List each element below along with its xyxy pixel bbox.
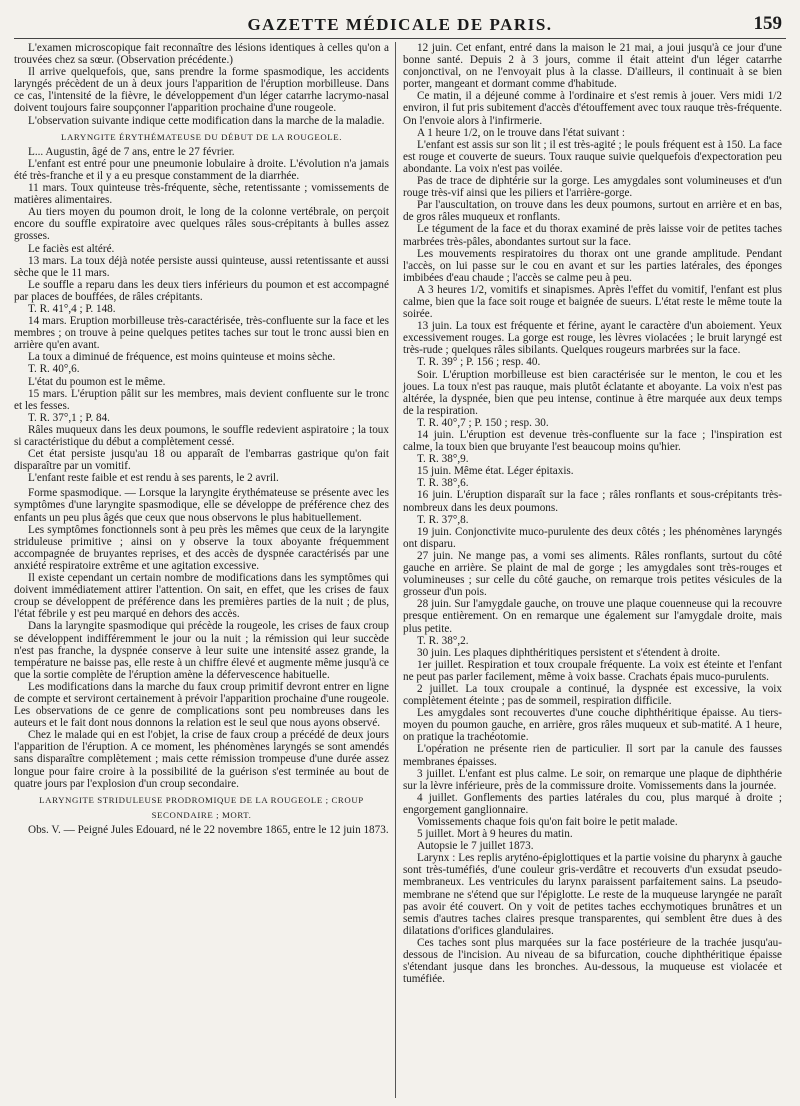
paragraph: L'enfant est entré pour une pneumonie lobulaire à droite. L'évolution n'a jamais été très-franche et il y a eu presque constamment de la diarrhée. — [14, 157, 389, 182]
paragraph: T. R. 39° ; P. 156 ; resp. 40. — [417, 356, 541, 369]
paragraph: T. R. 38°,2. — [417, 634, 469, 647]
paragraph: Larynx : Les replis aryténo-épiglottiques et la partie voisine du pharynx à gauche sont très-tuméfiés, d'une couleur gris-verdâtre et recouverts d'un exsudat pseudo-membraneux. Les ventricules du larynx paraissent parfaitement sains. La pseudo-membrane ne s'étend que sur l'épiglotte. Le reste de la muqueuse laryngée ne paraît pas avoir été couvert. On y voit de petites taches ecchymotiques brunâtres et un semis d'autres taches claires presque transparentes, qui semblent être dues à des dilatations d'orifices glandulaires. — [403, 852, 782, 937]
paragraph: Le souffle a reparu dans les deux tiers inférieurs du poumon et est accompagné par places de bouffées, de râles crépitants. — [14, 278, 389, 303]
paragraph: Râles muqueux dans les deux poumons, le souffle redevient aspiratoire ; la toux si caractéristique du début a complètement cessé. — [14, 423, 389, 448]
paragraph: Obs. V. — Peigné Jules Edouard, né le 22 novembre 1865, entre le 12 juin 1873. — [28, 823, 389, 836]
paragraph: L'état du poumon est le même. — [28, 375, 166, 388]
paragraph: 13 mars. La toux déjà notée persiste aussi quinteuse, aussi retentissante et aussi sèche que le 11 mars. — [14, 254, 389, 279]
column-divider — [395, 42, 396, 1098]
paragraph: Pas de trace de diphtérie sur la gorge. Les amygdales sont volumineuses et d'un rouge très-vif ainsi que les piliers et l'arrière-gorge. — [403, 175, 782, 200]
paragraph: 2 juillet. La toux croupale a continué, la dyspnée est excessive, la voix complètement éteinte ; pas de sommeil, respiration difficile. — [403, 682, 782, 708]
paragraph: Les mouvements respiratoires du thorax ont une grande amplitude. Pendant l'accès, on lui passe sur le cou en avant et sur les parties latérales, des éponges imbibées d'eau chaude ; l'accès se calme peu à peu. — [403, 247, 782, 284]
paragraph: Dans la laryngite spasmodique qui précède la rougeole, les crises de faux croup se développent indifféremment le jour ou la nuit ; la rémission qui leur succède n'est pas franche, la dyspnée conserve à leur suite une intensité assez grande, la température ne baisse pas, elle reste à un chiffre élevé et augmente même jusqu'à ce que la sortie complète de l'éruption amène la défervescence habituelle. — [14, 620, 389, 681]
left-column — [14, 42, 389, 836]
paragraph: T. R. 38°,6. — [417, 477, 469, 490]
paragraph: Le faciès est altéré. — [28, 242, 115, 255]
paragraph: Les modifications dans la marche du faux croup primitif devront entrer en ligne de compte et serviront certainement à prévoir l'apparition prochaine d'une rougeole. Les observations de ce genre de complications sont peu nombreuses dans les auteurs et le fait dont nous donnons la relation est le seul que nous ayons observé. — [14, 680, 389, 730]
paragraph: Il arrive quelquefois, que, sans prendre la forme spasmodique, les accidents laryngés précèdent de un à deux jours l'apparition de l'éruption morbilleuse. Dans ce cas, l'intensité de la fièvre, le développement d'un léger catarrhe lacrymo-nasal doivent toujours faire soupçonner l'apparition prochaine d'une rougeole. — [14, 66, 389, 115]
paragraph: L'observation suivante indique cette modification dans la marche de la maladie. — [28, 114, 385, 127]
section-heading-continued: SECONDAIRE ; MORT. — [151, 809, 252, 820]
section-heading: LARYNGITE STRIDULEUSE PRODROMIQUE DE LA ROUGEOLE ; CROUP — [39, 794, 364, 805]
paragraph: L'examen microscopique fait reconnaître des lésions identiques à celles qu'on a trouvées chez sa sœur. (Observation précédente.) — [14, 42, 389, 67]
paragraph: Vomissements chaque fois qu'on fait boire le petit malade. — [417, 816, 678, 828]
paragraph: 14 mars. Eruption morbilleuse très-caractérisée, très-confluente sur la face et les membres ; on trouve à peine quelques petites taches sur tout le tronc aussi bien en arrière qu'en avant. — [14, 315, 389, 352]
section-heading: LARYNGITE ÉRYTHÉMATEUSE DU DÉBUT DE LA ROUGEOLE. — [60, 131, 343, 142]
paragraph: Ce matin, il a déjeuné comme à l'ordinaire et s'est remis à jouer. Vers midi 1/2 environ, il fut pris subitement d'accès d'étouffement avec toux rauque très-fréquente. On l'envoie alors à l'infirmerie. — [403, 90, 782, 127]
paragraph: 4 juillet. Gonflements des parties latérales du cou, plus marqué à droite ; engorgement ganglionnaire. — [403, 791, 782, 816]
paragraph: 13 juin. La toux est fréquente et férine, ayant le caractère d'un aboiement. Yeux excessivement rouges. La gorge est rouge, les lèvres violacées ; le bruit laryngé est très-rude ; quelques râles sibilants. Quelques rougeurs marbrées sur la face. — [403, 320, 782, 357]
paragraph: 12 juin. Cet enfant, entré dans la maison le 21 mai, a joui jusqu'à ce jour d'une bonne santé. Depuis 2 à 3 jours, comme il était atteint d'un léger catarrhe conjonctival, on ne l'envoyait plus à la classe. D'ailleurs, il continuait à se bien porter, mangeant et dormant comme d'habitude. — [403, 42, 782, 91]
page-header — [14, 12, 786, 39]
journal-title: GAZETTE MÉDICALE DE PARIS. — [247, 15, 553, 34]
paragraph: L'enfant est assis sur son lit ; il est très-agité ; le pouls fréquent est à 150. La face est rouge et couverte de sueurs. Toux rauque suivie quelquefois d'expectoration peu abondante. La voix n'est pas voilée. — [403, 138, 782, 175]
paragraph: 30 juin. Les plaques diphthéritiques persistent et s'étendent à droite. — [417, 646, 721, 659]
paragraph: 16 juin. L'éruption disparaît sur la face ; râles ronflants et sous-crépitants très-nombreux dans les deux poumons. — [403, 489, 782, 514]
paragraph: A 1 heure 1/2, on le trouve dans l'état suivant : — [417, 126, 626, 139]
paragraph: A 3 heures 1/2, vomitifs et sinapismes. Après l'effet du vomitif, l'enfant est plus calme, bien que la face soit rouge et baignée de sueurs. L'état reste le même toute la soirée. — [403, 283, 782, 321]
paragraph: 15 juin. Même état. Léger épitaxis. — [417, 465, 574, 478]
paragraph: 15 mars. L'éruption pâlit sur les membres, mais devient confluente sur le tronc et les fesses. — [14, 387, 389, 412]
paragraph: T. R. 37°,1 ; P. 84. — [28, 411, 110, 424]
paragraph: Ces taches sont plus marquées sur la face postérieure de la trachée jusqu'au-dessous de l'incision. Au niveau de sa bifurcation, couche diphthéritique épaisse s'étendant jusque dans les bronches. Au-dessous, la muqueuse est violacée et tuméfiée. — [403, 936, 782, 986]
paragraph: Cet état persiste jusqu'au 18 ou apparaît de l'embarras gastrique qu'on fait disparaître par un vomitif. — [14, 448, 389, 473]
paragraph: 28 juin. Sur l'amygdale gauche, on trouve une plaque couenneuse qui la recouvre presque entièrement. On en remarque une également sur l'amygdale droite, mais plus petite. — [403, 598, 782, 635]
paragraph: Forme spasmodique. — Lorsque la laryngite érythémateuse se présente avec les symptômes d'une laryngite spasmodique, elle se développe de préférence chez des enfants un peu plus âgés que ceux que nous observons le plus habituellement. — [14, 487, 389, 524]
paragraph: Au tiers moyen du poumon droit, le long de la colonne vertébrale, on perçoit encore du souffle expiratoire avec quelques râles sous-crépitants à bulles assez grosses. — [14, 206, 389, 243]
paragraph: L'opération ne présente rien de particulier. Il sort par la canule des fausses membranes épaisses. — [403, 743, 782, 768]
paragraph: 27 juin. Ne mange pas, a vomi ses aliments. Râles ronflants, surtout du côté gauche en arrière. Se plaint de mal de gorge ; les amygdales sont très-rouges et volumineuses ; sur celle du côté gauche, on remarque trois petites vésicules de la grosseur d'un pois. — [403, 549, 782, 599]
paragraph: Le tégument de la face et du thorax examiné de près laisse voir de petites taches marbrées très-pâles, abondantes surtout sur la face. — [403, 223, 782, 248]
paragraph: Par l'auscultation, on trouve dans les deux poumons, surtout en arrière et en bas, de gros râles muqueux et ronflants. — [403, 199, 782, 224]
paragraph: Soir. L'éruption morbilleuse est bien caractérisée sur le menton, le cou et les joues. La toux n'est pas rauque, mais plutôt éclatante et aboyante. La voix n'est pas altérée, la dyspnée, bien que peu intense, continue à être marquée aux deux temps de la respiration. — [403, 368, 782, 417]
paragraph: T. R. 41°,4 ; P. 148. — [28, 302, 116, 315]
paragraph: T. R. 40°,6. — [28, 363, 80, 376]
paragraph: T. R. 37°,8. — [417, 513, 469, 526]
paragraph: Chez le malade qui en est l'objet, la crise de faux croup a précédé de deux jours l'apparition de l'éruption. A ce moment, les phénomènes laryngés se sont amendés sans disparaître complètement ; mais cette rémission trompeuse d'une durée assez longue pour faire croire à la possibilité de la guérison s'est terminée au bout de quatre jours par l'explosion d'un croup secondaire. — [14, 729, 389, 790]
paragraph: Les symptômes fonctionnels sont à peu près les mêmes que ceux de la laryngite striduleuse primitive ; ainsi on y observe la toux aboyante fréquemment accompagnée de bruyantes reprises, et des accès de dyspnée caractérisés par une anxiété respiratoire extrême et une agitation excessive. — [14, 523, 389, 572]
paragraph: Il existe cependant un certain nombre de modifications dans les symptômes qui doivent immédiatement attirer l'attention. On sait, en effet, que les crises de faux croup se développent de préférence dans les premières parties de la nuit ; de plus, l'état fébrile y est peu marqué en dehors des accès. — [14, 572, 389, 621]
paragraph: 14 juin. L'éruption est devenue très-confluente sur la face ; l'inspiration est calme, la toux bien que bruyante l'est beaucoup moins qu'hier. — [403, 429, 782, 454]
paragraph: 19 juin. Conjonctivite muco-purulente des deux côtés ; les phénomènes laryngés ont disparu. — [403, 525, 782, 550]
paragraph: La toux a diminué de fréquence, est moins quinteuse et moins sèche. — [28, 351, 336, 364]
paragraph: T. R. 40°,7 ; P. 150 ; resp. 30. — [417, 416, 549, 429]
paragraph: 3 juillet. L'enfant est plus calme. Le soir, on remarque une plaque de diphthérie sur la lèvre inférieure, près de la commissure droite. Vomissements dans la journée. — [403, 767, 782, 792]
paragraph: 11 mars. Toux quinteuse très-fréquente, sèche, retentissante ; vomissements de matières alimentaires. — [14, 182, 389, 207]
paragraph: L... Augustin, âgé de 7 ans, entre le 27 février. — [28, 145, 235, 158]
paragraph: Les amygdales sont recouvertes d'une couche diphthéritique épaisse. Au tiers-moyen du poumon gauche, en arrière, gros râles muqueux et sub-matité. A 1 heure, on pratique la trachéotomie. — [403, 707, 782, 744]
paragraph: Autopsie le 7 juillet 1873. — [417, 840, 534, 853]
right-column — [403, 42, 782, 985]
paragraph: 1er juillet. Respiration et toux croupale fréquente. La voix est éteinte et l'enfant ne peut pas parler facilement, même à voix basse. Crachats épais muco-purulents. — [403, 658, 782, 683]
paragraph: 5 juillet. Mort à 9 heures du matin. — [417, 828, 573, 841]
paragraph: L'enfant reste faible et est rendu à ses parents, le 2 avril. — [28, 472, 279, 485]
paragraph: T. R. 38°,9. — [417, 453, 469, 466]
page-number: 159 — [753, 13, 782, 34]
